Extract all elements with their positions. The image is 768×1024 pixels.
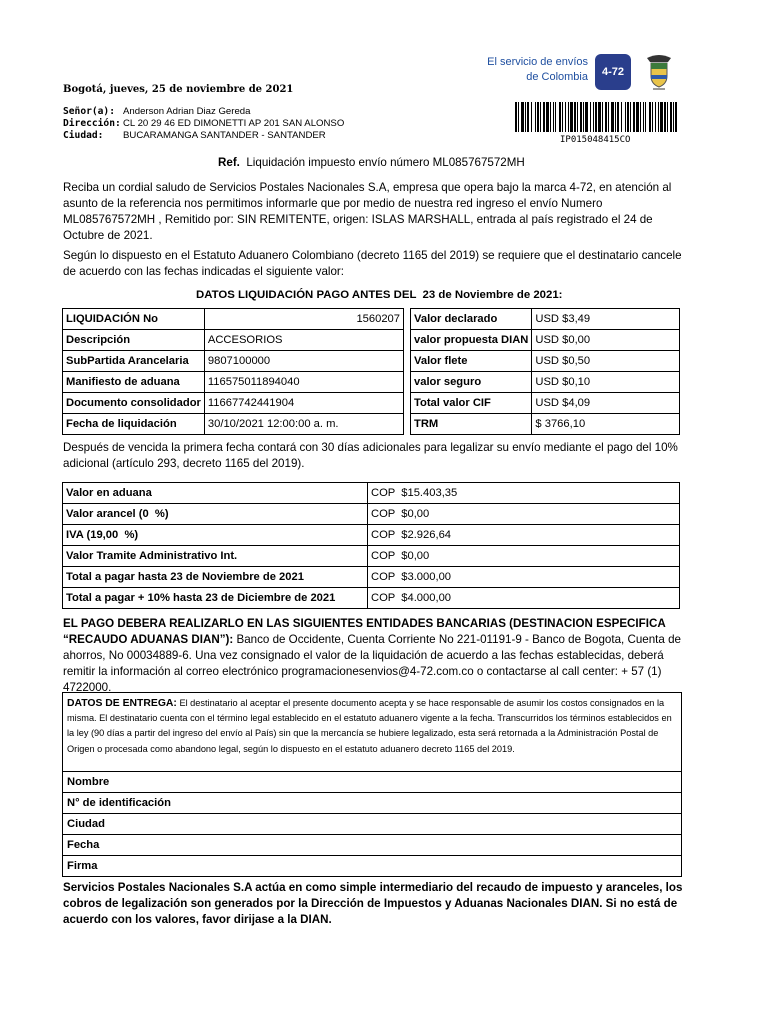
recipient-address-label: Dirección: (63, 118, 121, 129)
table-row (63, 567, 680, 588)
table-row (63, 525, 680, 546)
field-label: Nombre (67, 776, 110, 788)
table-cell: COP $2.926,64 (368, 525, 680, 546)
table-cell: Total valor CIF (411, 393, 532, 414)
table-cell: USD $0,00 (532, 330, 680, 351)
deadline-paragraph: Después de vencida la primera fecha contará con 30 días adicionales para legalizar su envío mediante el pago del 10% adicional (artículo 293, decreto 1165 del 2019). (63, 441, 678, 470)
recipient-city-value: BUCARAMANGA SANTANDER - SANTANDER (123, 130, 326, 141)
table-row (411, 414, 680, 435)
table-cell: COP $4.000,00 (368, 588, 680, 609)
values-table (410, 308, 680, 435)
coat-of-arms-icon (644, 52, 674, 92)
table-cell: Fecha de liquidación (63, 414, 205, 435)
table-cell: Valor flete (411, 351, 532, 372)
table-cell: COP $0,00 (368, 546, 680, 567)
recipient-city-row (63, 130, 344, 142)
logo-text-1: El servicio de envíos (487, 56, 588, 68)
table-cell: $ 3766,10 (532, 414, 680, 435)
table-cell: USD $4,09 (532, 393, 680, 414)
table-cell: Total a pagar hasta 23 de Noviembre de 2021 (63, 567, 368, 588)
table-cell: Valor Tramite Administrativo Int. (63, 546, 368, 567)
table-cell: 30/10/2021 12:00:00 a. m. (204, 414, 403, 435)
field-nombre (63, 771, 681, 792)
table-row (411, 309, 680, 330)
table-cell: 9807100000 (204, 351, 403, 372)
table-cell: TRM (411, 414, 532, 435)
delivery-title: DATOS DE ENTREGA: (67, 698, 177, 709)
table-cell: IVA (19,00 %) (63, 525, 368, 546)
company-logo (487, 56, 588, 88)
table-cell: Valor arancel (0 %) (63, 504, 368, 525)
table-cell: COP $3.000,00 (368, 567, 680, 588)
delivery-notice (63, 693, 681, 771)
recipient-name-value: Anderson Adrian Diaz Gereda (123, 106, 251, 117)
table-cell: LIQUIDACIÓN No (63, 309, 205, 330)
footer-disclaimer: Servicios Postales Nacionales S.A actúa en como simple intermediario del recaudo de impuesto y aranceles, los cobros de legalización son generados por la Dirección de Impuestos y Aduanas Nacionales DIAN. Si no está de acuerdo con los valores, favor dirijase a la DIAN. (63, 881, 683, 926)
payment-bold-text: EL PAGO DEBERA REALIZARLO EN LAS SIGUIENTES ENTIDADES BANCARIAS (DESTINACION ESPECIFICA “RECAUDO ADUANAS DIAN”): (63, 617, 666, 646)
payment-text: Banco de Occidente, Cuenta Corriente No 221-01191-9 - Banco de Bogota, Cuenta de ahorros, No 00034889-6. Una vez consignado el valor de la liquidación de acuerdo a las fechas establecidas, deberá remitir la información al correo electrónico programacionesenvios@4-72.com.co o contactarse al call center: + 57 (1) 4722000. (63, 633, 681, 694)
table-cell: COP $15.403,35 (368, 483, 680, 504)
section-title: DATOS LIQUIDACIÓN PAGO ANTES DEL 23 de Noviembre de 2021: (196, 289, 563, 301)
table-row (63, 351, 404, 372)
table-cell: valor propuesta DIAN (411, 330, 532, 351)
reference-text: Liquidación impuesto envío número ML085767572MH (246, 156, 525, 169)
barcode-number: IP015048415CO (560, 135, 631, 145)
table-cell: ACCESORIOS (204, 330, 403, 351)
table-row (411, 330, 680, 351)
barcode (515, 102, 677, 132)
table-row (63, 309, 404, 330)
recipient-name-label: Señor(a): (63, 106, 115, 117)
date-line: Bogotá, jueves, 25 de noviembre de 2021 (63, 84, 294, 95)
field-label: N° de identificación (67, 797, 171, 809)
table-cell: USD $0,50 (532, 351, 680, 372)
field-label: Fecha (67, 839, 100, 851)
table-cell: USD $0,10 (532, 372, 680, 393)
table-cell: COP $0,00 (368, 504, 680, 525)
table-row (63, 504, 680, 525)
table-row (63, 414, 404, 435)
recipient-address-value: CL 20 29 46 ED DIMONETTI AP 201 SAN ALONSO (123, 118, 345, 129)
liquidation-table (62, 308, 404, 435)
table-cell: SubPartida Arancelaria (63, 351, 205, 372)
table-cell: Manifiesto de aduana (63, 372, 205, 393)
table-cell: Total a pagar + 10% hasta 23 de Diciembre de 2021 (63, 588, 368, 609)
table-row (63, 483, 680, 504)
recipient-city-label: Ciudad: (63, 130, 104, 141)
table-cell: Valor en aduana (63, 483, 368, 504)
recipient-address-row (63, 118, 344, 130)
payment-paragraph (63, 616, 683, 696)
statute-paragraph: Según lo dispuesto en el Estatuto Aduanero Colombiano (decreto 1165 del 2019) se requiere que el destinatario cancele de acuerdo con las fechas indicadas el siguiente valor: (63, 249, 682, 278)
field-label: Firma (67, 860, 98, 872)
field-identificacion (63, 792, 681, 813)
table-row (63, 330, 404, 351)
table-cell: valor seguro (411, 372, 532, 393)
table-row (63, 372, 404, 393)
table-row (63, 588, 680, 609)
logo-badge (595, 54, 631, 90)
field-firma (63, 855, 681, 876)
table-row (63, 546, 680, 567)
table-cell: 1560207 (204, 309, 403, 330)
logo-badge-text: 4-72 (601, 66, 625, 78)
payment-totals-table (62, 482, 680, 609)
reference-line (218, 156, 525, 169)
recipient-name-row (63, 106, 344, 118)
logo-text-2: de Colombia (526, 71, 588, 83)
field-ciudad (63, 813, 681, 834)
table-row (411, 393, 680, 414)
table-cell: Valor declarado (411, 309, 532, 330)
table-cell: 116575011894040 (204, 372, 403, 393)
table-row (411, 372, 680, 393)
delivery-box (62, 692, 682, 877)
table-row (411, 351, 680, 372)
recipient-block (63, 106, 344, 142)
table-cell: Documento consolidador (63, 393, 205, 414)
reference-prefix: Ref. (218, 156, 240, 169)
field-label: Ciudad (67, 818, 105, 830)
table-cell: Descripción (63, 330, 205, 351)
table-cell: USD $3,49 (532, 309, 680, 330)
delivery-text: El destinatario al aceptar el presente documento acepta y se hace responsable de asumir los costos consignados en la misma. El destinatario cuenta con el término legal establecido en el estatuto aduanero vigente a la fecha. Transcurridos los términos establecidos en la ley (90 días a partir del ingreso del envío al País) sin que la mercancía se hubiere legalizado, esta será retornada a la Administración Postal de Origen o procesada como abandono legal, según lo dispuesto en el estatuto aduanero decreto 1165 del 2019. (67, 698, 672, 754)
intro-paragraph: Reciba un cordial saludo de Servicios Postales Nacionales S.A, empresa que opera bajo la marca 4-72, en atención al asunto de la referencia nos permitimos informarle que por medio de nuestra red ingreso el envío Numero ML085767572MH , Remitido por: SIN REMITENTE, origen: ISLAS MARSHALL, entrada al país registrado el 24 de Octubre de 2021. (63, 181, 672, 242)
field-fecha (63, 834, 681, 855)
table-cell: 11667742441904 (204, 393, 403, 414)
table-row (63, 393, 404, 414)
